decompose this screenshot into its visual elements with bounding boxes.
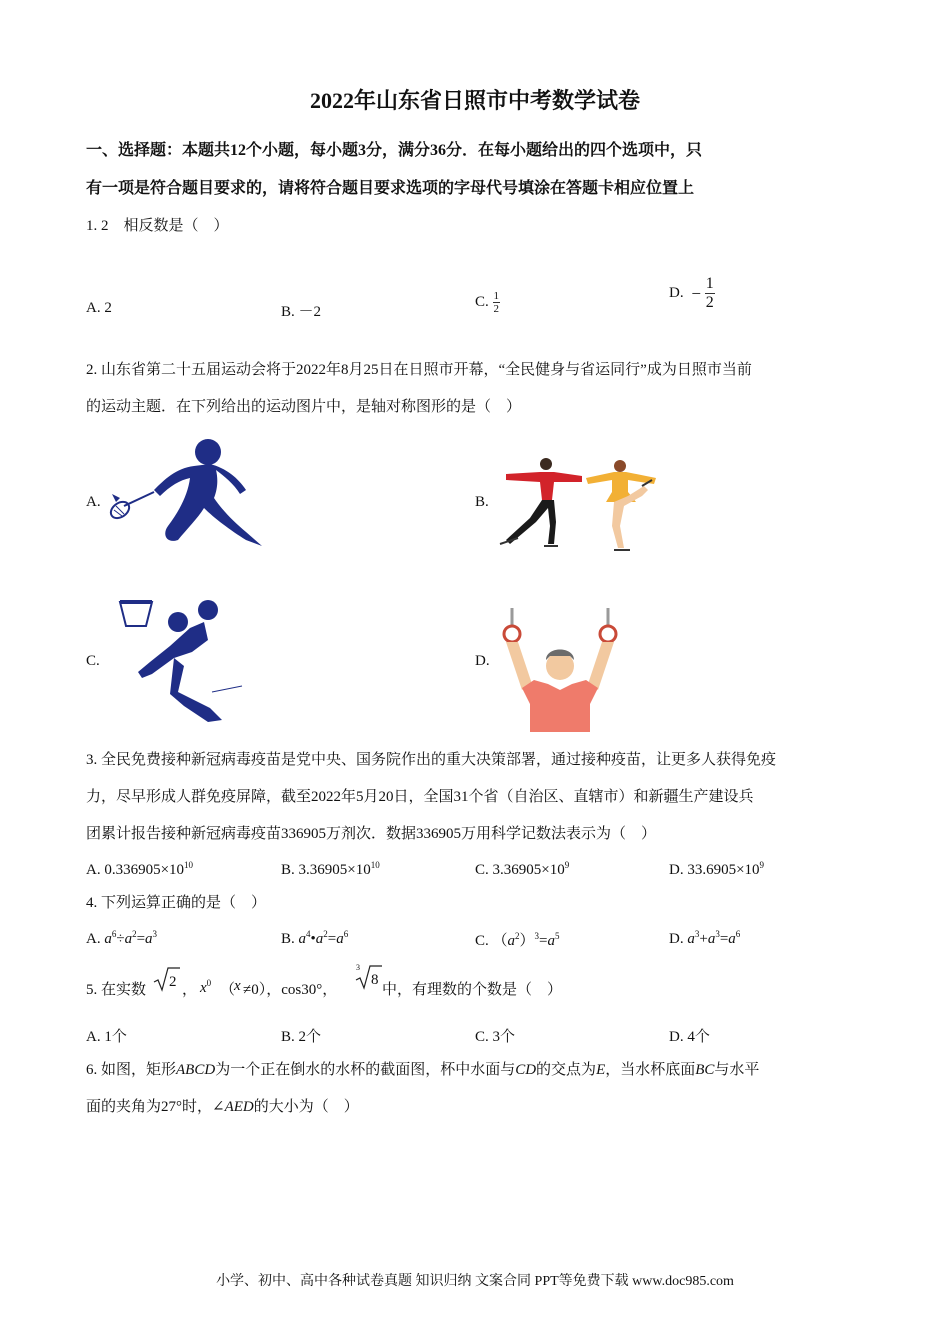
cube-root-8 bbox=[352, 962, 382, 992]
q4-option-b: B. $a^4•a^2=a^6$ bbox=[281, 929, 349, 947]
section-heading-line1: 一、选择题：本题共12个小题，每小题3分，满分36分．在每小题给出的四个选项中，只 bbox=[86, 142, 703, 159]
question-6-stem: 6. 如图，矩形ABCD为一个正在倒水的水杯的截面图，杯中水面与CD的交点为E，当水杯底面BC与水平 面的夹角为27°时，∠AED的大小为（ ） bbox=[86, 1062, 760, 1115]
basketball-player-icon bbox=[112, 596, 252, 726]
footer-promo: 小学、初中、高中各种试卷真题 知识归纳 文案合同 PPT等免费下载 www.doc985.com bbox=[216, 1274, 734, 1289]
q5-option-c: C. 3个 bbox=[475, 1029, 516, 1045]
svg-text:8: 8 bbox=[371, 972, 379, 988]
sqrt-2 bbox=[152, 966, 180, 994]
q2-option-c-label: C. bbox=[86, 653, 100, 669]
question-3-stem: 3. 全民免费接种新冠病毒疫苗是党中央、国务院作出的重大决策部署，通过接种疫苗，让更多人获得免疫 力，尽早形成人群免疫屏障，截至2022年5月20日，全国31个省（自治区、直辖市）和新疆生产建设兵 团累计报告接种新冠病毒疫苗336905万剂次．数据336905万用科学记数法表示为（ ） bbox=[86, 752, 777, 842]
q5-option-d: D. 4个 bbox=[669, 1029, 710, 1045]
q1-option-c: C. $\frac{1}{2}$ bbox=[475, 290, 500, 315]
q2-option-d-label: D. bbox=[475, 653, 490, 669]
q1-option-b: B. －2 bbox=[281, 304, 322, 320]
section-heading-line2: 有一项是符合题目要求的，请将符合题目要求选项的字母代号填涂在答题卡相应位置上 bbox=[86, 180, 695, 197]
q4-option-c: C. $(a^2)^3=a^5$ bbox=[475, 931, 560, 949]
q3-option-c: C. $3.36905\times 10^9$ bbox=[475, 860, 570, 878]
fraction-negative-one-half: $\frac{1}{2}$ bbox=[705, 275, 714, 311]
q2-option-b-label: B. bbox=[475, 494, 489, 510]
svg-text:3: 3 bbox=[356, 963, 360, 972]
q3-option-b: B. $3.36905\times 10^{10}$ bbox=[281, 860, 380, 878]
q2-option-a-label: A. bbox=[86, 494, 101, 510]
q3-option-a: A. $0.336905\times 10^{10}$ bbox=[86, 860, 194, 878]
question-5-stem: 5. 在实数 2 ， $x^0$ （ x ≠0），cos30°， 3 8 中，有理数的个数是（ ） bbox=[86, 963, 563, 998]
question-2-stem: 2. 山东省第二十五届运动会将于2022年8月25日在日照市开幕，“全民健身与省运同行”成为日照市当前 的运动主题．在下列给出的运动图片中，是轴对称图形的是（ ） bbox=[86, 362, 752, 415]
fraction-one-half: $\frac{1}{2}$ bbox=[493, 290, 500, 315]
q5-option-b: B. 2个 bbox=[281, 1029, 322, 1045]
q1-option-d: D. − $\frac{1}{2}$ bbox=[669, 275, 714, 311]
q5-option-a: A. 1个 bbox=[86, 1029, 127, 1045]
q4-option-d: D. $a^3+a^3=a^6$ bbox=[669, 929, 741, 947]
q1-option-a: A. 2 bbox=[86, 300, 112, 316]
section-heading bbox=[86, 132, 866, 208]
gymnastics-rings-icon bbox=[498, 608, 622, 732]
question-4-stem: 4. 下列运算正确的是（ ） bbox=[86, 895, 267, 911]
badminton-player-icon bbox=[106, 436, 266, 552]
svg-text:2: 2 bbox=[169, 974, 177, 990]
q3-option-d: D. $33.6905\times 10^9$ bbox=[669, 860, 765, 878]
question-1-stem: 1. 2 相反数是（ ） bbox=[86, 218, 229, 234]
page-title: 2022年山东省日照市中考数学试卷 bbox=[309, 88, 640, 113]
q4-option-a: A. $a^6\div a^2=a^3$ bbox=[86, 929, 158, 947]
figure-skating-pair-icon bbox=[496, 456, 660, 552]
